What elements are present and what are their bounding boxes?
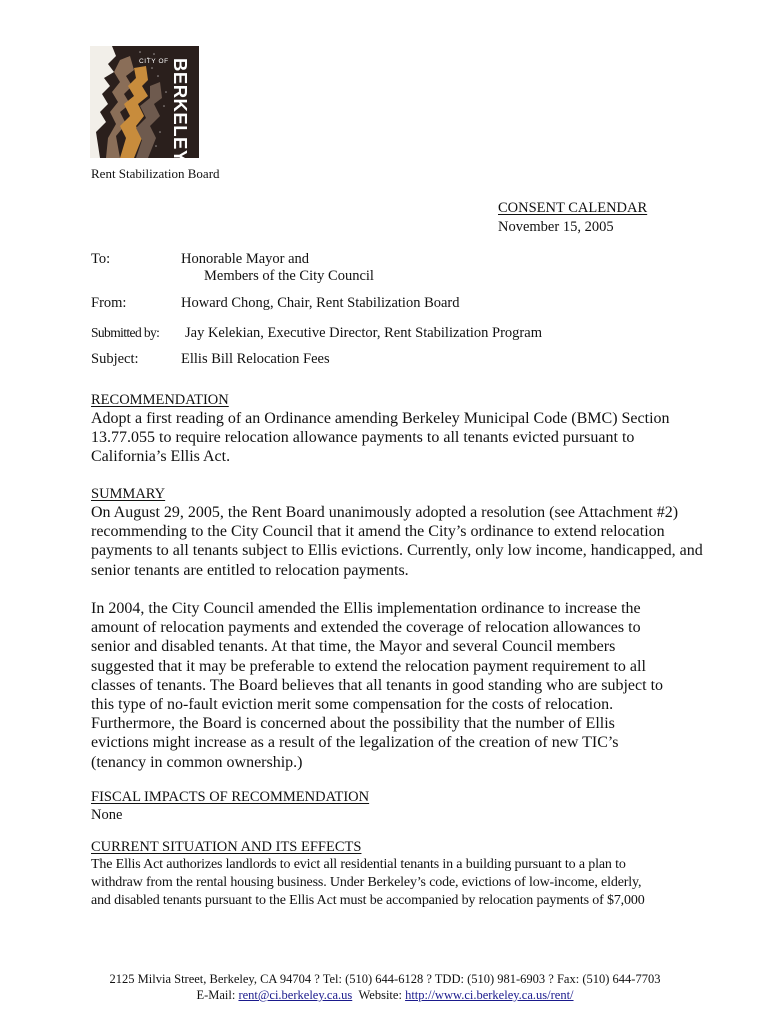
summary-line: In 2004, the City Council amended the Ellis implementation ordinance to increase the	[91, 600, 641, 617]
current-heading: CURRENT SITUATION AND ITS EFFECTS	[91, 839, 362, 855]
summary-line: evictions might increase as a result of the legalization of the creation of new TIC’s	[91, 734, 619, 752]
footer-email-link[interactable]: rent@ci.berkeley.ca.us	[238, 988, 353, 1002]
submitted-value: Jay Kelekian, Executive Director, Rent Stabilization Program	[185, 325, 542, 341]
calendar-type: CONSENT CALENDAR	[498, 200, 648, 216]
footer-website-label: Website:	[358, 988, 402, 1002]
summary-line: On August 29, 2005, the Rent Board unanimously adopted a resolution (see Attachment #2)	[91, 504, 679, 521]
recommendation-heading: RECOMMENDATION	[91, 392, 229, 408]
current-line: and disabled tenants pursuant to the Ellis Act must be accompanied by relocation payments of $7,000	[91, 893, 645, 908]
logo-berkeley-text: BERKELEY	[170, 58, 191, 158]
to-line1: Honorable Mayor and	[181, 251, 310, 267]
summary-para-1	[91, 503, 731, 580]
fiscal-section	[91, 788, 731, 824]
footer-contact	[0, 987, 770, 1003]
subject-label: Subject:	[91, 351, 139, 367]
to-line2: Members of the City Council	[204, 268, 374, 284]
summary-line: Furthermore, the Board is concerned about the possibility that the number of Ellis	[91, 715, 615, 733]
summary-line: recommending to the City Council that it amend the City’s ordinance to extend relocation	[91, 523, 665, 541]
calendar-date: November 15, 2005	[498, 219, 614, 235]
summary-line: senior tenants are entitled to relocation payments.	[91, 561, 409, 579]
recommendation-line: California’s Ellis Act.	[91, 448, 231, 466]
current-section	[91, 838, 731, 910]
summary-line: classes of tenants. The Board believes that all tenants in good standing who are subject to	[91, 676, 664, 694]
summary-line: senior and disabled tenants. At that time, the Mayor and several Council members	[91, 638, 616, 656]
summary-line: suggested that it may be preferable to extend the relocation payment requirement to all	[91, 657, 646, 675]
city-of-berkeley-logo	[90, 46, 199, 158]
summary-section	[91, 485, 731, 580]
calendar-block	[498, 199, 647, 237]
to-label: To:	[91, 251, 111, 267]
from-label: From:	[91, 295, 127, 311]
current-text	[91, 856, 731, 910]
summary-line: (tenancy in common ownership.)	[91, 753, 303, 771]
summary-line: amount of relocation payments and extended the coverage of relocation allowances to	[91, 619, 641, 637]
letterhead-org: Rent Stabilization Board	[91, 166, 220, 181]
subject-value: Ellis Bill Relocation Fees	[181, 351, 330, 367]
berkeley-logo-graphic	[90, 46, 199, 158]
current-line: The Ellis Act authorizes landlords to evict all residential tenants in a building pursuant to a plan to	[91, 857, 626, 872]
summary-line: payments to all tenants subject to Ellis evictions. Currently, only low income, handicapped, and	[91, 542, 703, 560]
summary-line: this type of no-fault eviction merit some compensation for the costs of relocation.	[91, 696, 614, 714]
summary-para-2	[91, 599, 731, 772]
logo-city-of-text: CITY OF	[139, 58, 169, 65]
footer-email-label: E-Mail:	[196, 988, 236, 1002]
recommendation-line: Adopt a first reading of an Ordinance amending Berkeley Municipal Code (BMC) Section	[91, 410, 670, 427]
from-value: Howard Chong, Chair, Rent Stabilization Board	[181, 295, 460, 311]
summary-heading: SUMMARY	[91, 486, 166, 502]
fiscal-value: None	[91, 807, 123, 823]
footer-website-link[interactable]: http://www.ci.berkeley.ca.us/rent/	[405, 988, 574, 1002]
recommendation-section	[91, 391, 731, 467]
footer-address: 2125 Milvia Street, Berkeley, CA 94704 ? Tel: (510) 644-6128 ? TDD: (510) 981-6903 ? Fax: (510) 644-7703	[109, 972, 661, 986]
recommendation-line: 13.77.055 to require relocation allowance payments to all tenants evicted pursuant to	[91, 429, 635, 447]
fiscal-heading: FISCAL IMPACTS OF RECOMMENDATION	[91, 789, 370, 805]
recommendation-text	[91, 409, 731, 467]
current-line: withdraw from the rental housing business. Under Berkeley’s code, evictions of low-income, elderly,	[91, 875, 642, 890]
submitted-label: Submitted by:	[91, 325, 160, 340]
footer	[0, 971, 770, 1003]
